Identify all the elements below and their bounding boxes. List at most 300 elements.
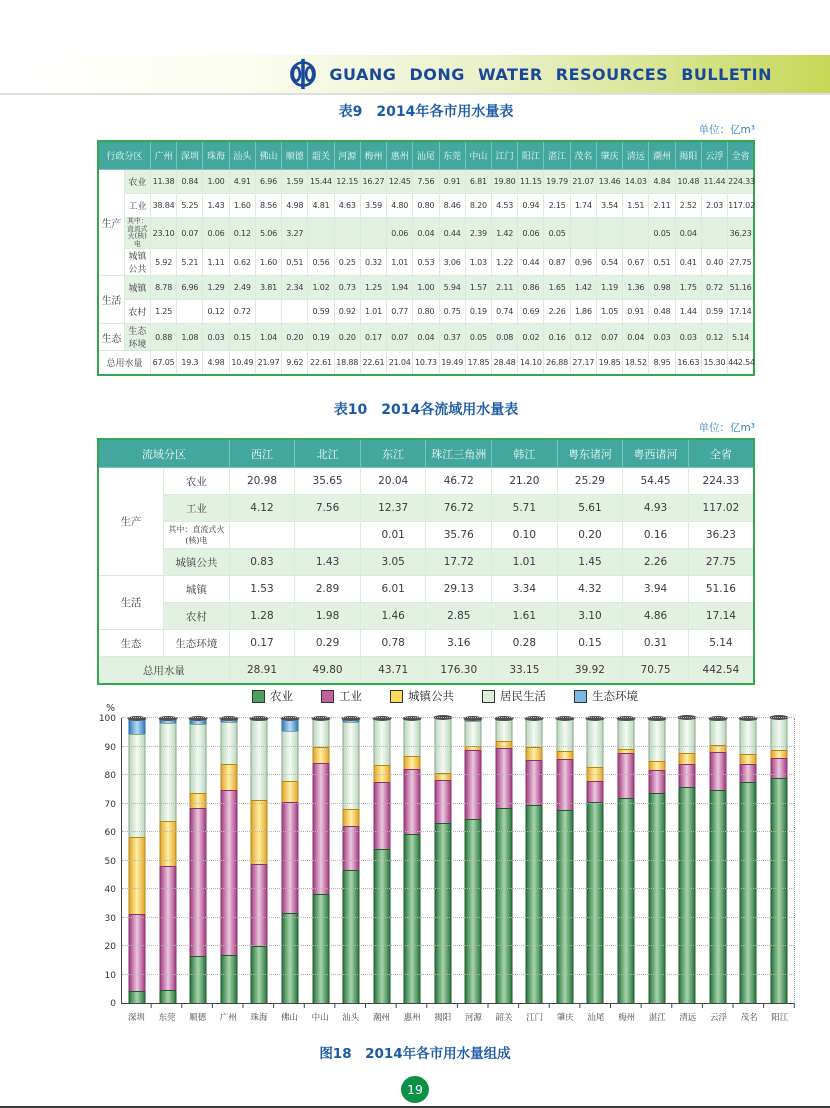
column-header: 汕尾 <box>413 141 439 170</box>
value-cell: 7.56 <box>413 170 439 194</box>
value-cell: 1.51 <box>623 194 649 218</box>
row-label: 农业 <box>124 170 150 194</box>
bar-segment-4 <box>465 721 482 746</box>
row-label: 农村 <box>164 603 230 630</box>
stacked-bar <box>343 718 360 1003</box>
value-cell: 2.11 <box>492 276 518 300</box>
legend-label: 城镇公共 <box>408 689 454 703</box>
y-tick-label: 50 <box>104 856 116 867</box>
value-cell: 0.04 <box>413 324 439 351</box>
column-header: 珠海 <box>203 141 229 170</box>
value-cell: 0.54 <box>596 249 622 276</box>
bar-segment-4 <box>190 724 207 793</box>
value-cell: 0.05 <box>649 218 675 249</box>
table9-unit-label: 单位：亿m³ <box>698 124 755 136</box>
table-row <box>98 194 754 218</box>
y-tick-label: 60 <box>104 828 116 838</box>
value-cell: 12.45 <box>387 170 413 194</box>
table-row <box>98 522 754 549</box>
value-cell: 8.20 <box>465 194 491 218</box>
value-cell: 1.86 <box>570 300 596 324</box>
value-cell: 21.04 <box>387 351 413 376</box>
bar-segment-4 <box>404 719 421 756</box>
x-category-label: 云浮 <box>709 1013 727 1023</box>
table-row <box>98 218 754 249</box>
value-cell: 0.56 <box>308 249 334 276</box>
bar-segment-3 <box>220 764 237 789</box>
legend-swatch <box>574 690 587 703</box>
value-cell: 0.03 <box>203 324 229 351</box>
value-cell: 1.60 <box>255 249 281 276</box>
value-cell: 21.20 <box>492 468 558 495</box>
value-cell <box>255 300 281 324</box>
row-label: 其中：直流式火(核)电 <box>124 218 150 249</box>
value-cell: 117.02 <box>728 194 754 218</box>
y-tick-label: 10 <box>104 970 116 981</box>
table-row <box>98 276 754 300</box>
x-category-label: 汕头 <box>342 1013 360 1023</box>
stacked-bar <box>220 718 237 1003</box>
bar-segment-1 <box>740 782 757 1003</box>
value-cell: 0.51 <box>649 249 675 276</box>
bar-slot <box>550 718 581 1003</box>
value-cell: 0.19 <box>308 324 334 351</box>
bar-segment-4 <box>587 719 604 767</box>
value-cell: 0.72 <box>229 300 255 324</box>
x-category-label: 清远 <box>679 1013 697 1023</box>
column-header: 珠江三角洲 <box>426 439 492 468</box>
bar-segment-4 <box>129 734 146 837</box>
stacked-bar <box>190 718 207 1003</box>
value-cell: 0.17 <box>229 630 295 657</box>
spacer <box>95 1008 121 1023</box>
value-cell: 1.25 <box>360 276 386 300</box>
value-cell: 76.72 <box>426 495 492 522</box>
table-row <box>98 630 754 657</box>
gridline <box>122 717 794 718</box>
value-cell: 0.31 <box>623 630 689 657</box>
value-cell: 1.59 <box>282 170 308 194</box>
bar-segment-4 <box>648 720 665 761</box>
value-cell: 3.59 <box>360 194 386 218</box>
value-cell: 442.54 <box>688 657 754 685</box>
value-cell: 0.83 <box>229 549 295 576</box>
gridline <box>122 917 794 918</box>
header-band <box>0 55 830 95</box>
value-cell: 0.51 <box>282 249 308 276</box>
stacked-bar <box>129 718 146 1003</box>
table-row <box>98 468 754 495</box>
value-cell: 1.60 <box>229 194 255 218</box>
value-cell: 4.80 <box>387 194 413 218</box>
value-cell: 3.54 <box>596 194 622 218</box>
column-header: 潮州 <box>649 141 675 170</box>
bar-segment-2 <box>343 826 360 870</box>
stacked-bar <box>648 718 665 1003</box>
value-cell: 28.91 <box>229 657 295 685</box>
value-cell: 20.98 <box>229 468 295 495</box>
column-header: 广州 <box>150 141 176 170</box>
legend-label: 居民生活 <box>500 689 546 703</box>
y-tick-label: 0 <box>110 999 116 1009</box>
bar-segment-3 <box>404 756 421 770</box>
value-cell: 0.62 <box>229 249 255 276</box>
value-cell: 4.98 <box>203 351 229 376</box>
value-cell: 28.48 <box>492 351 518 376</box>
value-cell: 35.76 <box>426 522 492 549</box>
bar-segment-3 <box>495 741 512 748</box>
legend-swatch <box>252 690 265 703</box>
table10-body <box>98 468 754 685</box>
value-cell: 16.27 <box>360 170 386 194</box>
value-cell: 27.75 <box>728 249 754 276</box>
bar-segment-4 <box>220 722 237 765</box>
value-cell: 36.23 <box>688 522 754 549</box>
value-cell: 2.03 <box>701 194 727 218</box>
gridline <box>122 945 794 946</box>
value-cell: 6.96 <box>255 170 281 194</box>
value-cell: 0.77 <box>387 300 413 324</box>
x-axis-labels <box>121 1011 795 1023</box>
value-cell: 0.20 <box>334 324 360 351</box>
column-header: 东江 <box>360 439 426 468</box>
table-row <box>98 300 754 324</box>
bar-segment-4 <box>740 719 757 753</box>
bar-segment-2 <box>679 764 696 787</box>
row-group-label: 生态 <box>98 630 164 657</box>
value-cell: 35.65 <box>295 468 361 495</box>
value-cell: 18.52 <box>623 351 649 376</box>
value-cell: 10.73 <box>413 351 439 376</box>
value-cell: 19.3 <box>177 351 203 376</box>
value-cell <box>308 218 334 249</box>
x-category-label: 广州 <box>219 1013 237 1023</box>
table10-water-use-by-basin <box>97 438 755 685</box>
legend-swatch <box>321 690 334 703</box>
bar-segment-4 <box>618 720 635 749</box>
value-cell: 4.32 <box>557 576 623 603</box>
bar-segment-1 <box>679 787 696 1003</box>
value-cell: 0.02 <box>518 324 544 351</box>
value-cell: 43.71 <box>360 657 426 685</box>
gridline <box>122 746 794 747</box>
value-cell: 5.71 <box>492 495 558 522</box>
value-cell: 0.15 <box>229 324 255 351</box>
value-cell: 17.14 <box>728 300 754 324</box>
value-cell: 3.05 <box>360 549 426 576</box>
bar-segment-4 <box>526 719 543 748</box>
value-cell: 0.80 <box>413 194 439 218</box>
value-cell: 0.78 <box>360 630 426 657</box>
x-category-label: 河源 <box>464 1013 482 1023</box>
value-cell: 5.14 <box>688 630 754 657</box>
chart-bars <box>122 718 794 1003</box>
bar-segment-2 <box>220 790 237 955</box>
value-cell: 49.80 <box>295 657 361 685</box>
chart-plot-grid <box>95 703 795 1023</box>
value-cell: 8.95 <box>649 351 675 376</box>
value-cell: 0.29 <box>295 630 361 657</box>
value-cell: 5.25 <box>177 194 203 218</box>
bar-segment-2 <box>251 864 268 946</box>
value-cell <box>596 218 622 249</box>
value-cell: 11.44 <box>701 170 727 194</box>
value-cell: 51.16 <box>728 276 754 300</box>
legend-swatch <box>482 690 495 703</box>
water-bulletin-logo-icon <box>287 58 319 90</box>
value-cell: 2.89 <box>295 576 361 603</box>
bar-segment-4 <box>495 720 512 740</box>
value-cell: 18.88 <box>334 351 360 376</box>
value-cell: 5.94 <box>439 276 465 300</box>
value-cell: 0.06 <box>203 218 229 249</box>
value-cell: 0.25 <box>334 249 360 276</box>
legend-item <box>482 688 546 704</box>
bar-segment-2 <box>709 752 726 790</box>
bar-segment-4 <box>373 719 390 765</box>
bar-segment-1 <box>159 990 176 1003</box>
table-row <box>98 549 754 576</box>
value-cell: 2.85 <box>426 603 492 630</box>
value-cell: 3.34 <box>492 576 558 603</box>
value-cell: 4.91 <box>229 170 255 194</box>
table-corner-header: 行政分区 <box>98 141 150 170</box>
value-cell: 3.06 <box>439 249 465 276</box>
bar-slot <box>336 718 367 1003</box>
column-header: 深圳 <box>177 141 203 170</box>
table9-head <box>98 141 754 170</box>
value-cell: 0.91 <box>623 300 649 324</box>
column-header: 全省 <box>728 141 754 170</box>
column-header: 河源 <box>334 141 360 170</box>
table-corner-header: 流域分区 <box>98 439 229 468</box>
value-cell <box>177 300 203 324</box>
value-cell: 2.39 <box>465 218 491 249</box>
value-cell: 1.04 <box>255 324 281 351</box>
value-cell: 8.56 <box>255 194 281 218</box>
bar-segment-4 <box>679 718 696 753</box>
column-header: 东莞 <box>439 141 465 170</box>
value-cell: 0.15 <box>557 630 623 657</box>
value-cell: 224.33 <box>688 468 754 495</box>
value-cell: 1.22 <box>492 249 518 276</box>
row-group-label: 生产 <box>98 170 124 276</box>
table-total-row <box>98 351 754 376</box>
row-label: 农业 <box>164 468 230 495</box>
bar-slot <box>580 718 611 1003</box>
column-header: 湛江 <box>544 141 570 170</box>
value-cell: 2.34 <box>282 276 308 300</box>
value-cell: 0.48 <box>649 300 675 324</box>
value-cell: 1.01 <box>492 549 558 576</box>
column-header: 揭阳 <box>675 141 701 170</box>
x-category-label: 茂名 <box>740 1013 758 1023</box>
bar-segment-2 <box>740 764 757 782</box>
column-header: 清远 <box>623 141 649 170</box>
bar-segment-3 <box>679 753 696 763</box>
row-group-label: 生活 <box>98 576 164 630</box>
value-cell: 117.02 <box>688 495 754 522</box>
x-category-label: 惠州 <box>403 1013 421 1023</box>
table10-head <box>98 439 754 468</box>
value-cell: 16.63 <box>675 351 701 376</box>
value-cell: 1.65 <box>544 276 570 300</box>
table-total-row <box>98 657 754 685</box>
bar-segment-4 <box>709 720 726 745</box>
column-header: 梅州 <box>360 141 386 170</box>
x-category-label: 顺德 <box>189 1013 207 1023</box>
value-cell <box>282 300 308 324</box>
value-cell: 14.03 <box>623 170 649 194</box>
row-label: 城镇 <box>164 576 230 603</box>
value-cell: 0.72 <box>701 276 727 300</box>
bar-segment-4 <box>556 719 573 751</box>
bar-slot <box>763 718 794 1003</box>
bar-segment-3 <box>526 747 543 759</box>
value-cell: 3.94 <box>623 576 689 603</box>
column-header: 全省 <box>688 439 754 468</box>
bar-slot <box>214 718 245 1003</box>
value-cell: 27.17 <box>570 351 596 376</box>
y-tick-label: 20 <box>104 942 116 952</box>
value-cell: 17.85 <box>465 351 491 376</box>
value-cell: 0.41 <box>675 249 701 276</box>
value-cell: 10.49 <box>229 351 255 376</box>
stacked-bar <box>282 718 299 1003</box>
value-cell: 4.63 <box>334 194 360 218</box>
bar-segment-1 <box>373 849 390 1003</box>
value-cell: 0.37 <box>439 324 465 351</box>
value-cell: 26.88 <box>544 351 570 376</box>
value-cell <box>360 218 386 249</box>
table9-title: 表9 2014年各市用水量表 <box>338 104 514 120</box>
bar-segment-2 <box>373 782 390 849</box>
value-cell: 0.19 <box>465 300 491 324</box>
value-cell: 0.05 <box>544 218 570 249</box>
chart-y-axis <box>95 703 121 1009</box>
row-group-label: 生产 <box>98 468 164 576</box>
value-cell: 3.81 <box>255 276 281 300</box>
value-cell: 0.03 <box>649 324 675 351</box>
value-cell: 0.92 <box>334 300 360 324</box>
value-cell: 0.75 <box>439 300 465 324</box>
row-group-label: 生活 <box>98 276 124 324</box>
value-cell: 1.42 <box>492 218 518 249</box>
value-cell: 11.15 <box>518 170 544 194</box>
table-row <box>98 170 754 194</box>
value-cell: 0.07 <box>387 324 413 351</box>
bar-segment-3 <box>282 781 299 802</box>
bar-segment-2 <box>495 748 512 809</box>
x-category-label: 湛江 <box>648 1013 666 1023</box>
value-cell: 2.52 <box>675 194 701 218</box>
value-cell: 1.43 <box>295 549 361 576</box>
value-cell: 1.43 <box>203 194 229 218</box>
x-category-label: 中山 <box>311 1013 329 1023</box>
value-cell: 21.07 <box>570 170 596 194</box>
value-cell: 1.57 <box>465 276 491 300</box>
value-cell: 0.20 <box>557 522 623 549</box>
y-tick-label: 80 <box>104 771 116 781</box>
gridline <box>122 831 794 832</box>
bar-segment-2 <box>587 781 604 802</box>
bar-segment-3 <box>129 837 146 914</box>
value-cell: 0.16 <box>623 522 689 549</box>
value-cell <box>701 218 727 249</box>
legend-item <box>321 688 362 704</box>
bar-segment-2 <box>618 753 635 798</box>
bar-slot <box>183 718 214 1003</box>
value-cell: 0.87 <box>544 249 570 276</box>
value-cell: 1.98 <box>295 603 361 630</box>
legend-swatch <box>390 690 403 703</box>
bar-segment-2 <box>159 866 176 990</box>
row-label: 工业 <box>164 495 230 522</box>
column-header: 韩江 <box>492 439 558 468</box>
gridline <box>122 803 794 804</box>
column-header: 肇庆 <box>596 141 622 170</box>
bar-slot <box>611 718 642 1003</box>
column-header: 西江 <box>229 439 295 468</box>
value-cell: 1.94 <box>387 276 413 300</box>
column-header: 惠州 <box>387 141 413 170</box>
value-cell <box>229 522 295 549</box>
chart-plot-area <box>121 718 795 1004</box>
value-cell: 39.92 <box>557 657 623 685</box>
value-cell: 0.94 <box>518 194 544 218</box>
value-cell: 1.01 <box>387 249 413 276</box>
value-cell: 1.46 <box>360 603 426 630</box>
bar-segment-4 <box>251 720 268 801</box>
value-cell <box>623 218 649 249</box>
value-cell: 3.16 <box>426 630 492 657</box>
value-cell: 0.59 <box>701 300 727 324</box>
y-tick-label: 40 <box>104 885 116 895</box>
stacked-bar <box>495 718 512 1003</box>
value-cell: 9.62 <box>282 351 308 376</box>
value-cell: 0.04 <box>675 218 701 249</box>
value-cell: 1.25 <box>150 300 176 324</box>
value-cell: 2.49 <box>229 276 255 300</box>
x-category-label: 韶关 <box>495 1013 513 1023</box>
x-category-label: 潮州 <box>372 1013 390 1023</box>
value-cell: 17.72 <box>426 549 492 576</box>
value-cell: 1.75 <box>675 276 701 300</box>
column-header: 佛山 <box>255 141 281 170</box>
row-label: 生态环境 <box>164 630 230 657</box>
value-cell: 3.27 <box>282 218 308 249</box>
bar-segment-2 <box>129 914 146 991</box>
bar-slot <box>397 718 428 1003</box>
legend-label: 生态环境 <box>592 689 638 703</box>
value-cell: 25.29 <box>557 468 623 495</box>
bar-slot <box>458 718 489 1003</box>
bar-segment-2 <box>282 802 299 913</box>
legend-item <box>390 688 454 704</box>
value-cell: 5.14 <box>728 324 754 351</box>
value-cell: 1.74 <box>570 194 596 218</box>
bar-slot <box>153 718 184 1003</box>
value-cell: 1.44 <box>675 300 701 324</box>
value-cell: 12.37 <box>360 495 426 522</box>
legend-item <box>252 688 293 704</box>
table-header-row <box>98 141 754 170</box>
value-cell: 11.38 <box>150 170 176 194</box>
column-header: 江门 <box>492 141 518 170</box>
value-cell: 46.72 <box>426 468 492 495</box>
value-cell: 38.84 <box>150 194 176 218</box>
value-cell: 17.14 <box>688 603 754 630</box>
